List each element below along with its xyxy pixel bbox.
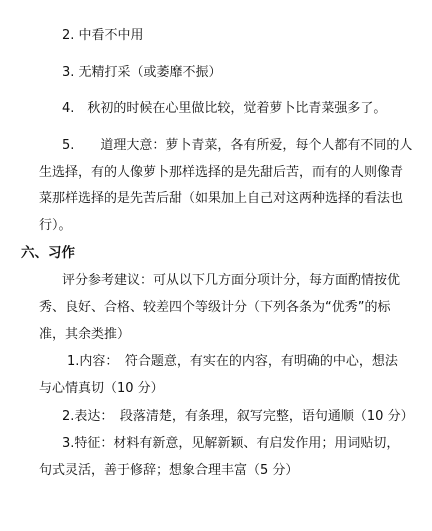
criterion-content-line-2: 与心情真切（10 分）: [39, 381, 164, 396]
answer-item-5-line-2: 生选择，有的人像萝卜那样选择的是先甜后苦，而有的人则像青: [39, 165, 404, 180]
scoring-intro-line-2: 秀、良好、合格、较差四个等级计分（下列各条为“优秀”的标: [39, 300, 391, 315]
criterion-features-line-1: 3.特征：材料有新意，见解新颖、有启发作用；用词贴切，: [62, 436, 400, 451]
scoring-intro-line-1: 评分参考建议：可从以下几方面分项计分，每方面酌情按优: [62, 273, 401, 288]
answer-item-3: 3. 无精打采（或萎靡不振）: [62, 65, 222, 80]
answer-item-5-line-3: 菜那样选择的是先苦后甜（如果加上自己对这两种选择的看法也: [39, 191, 404, 206]
criterion-features-line-2: 句式灵活，善于修辞；想象合理丰富（5 分）: [39, 463, 299, 478]
answer-item-4: 4. 秋初的时候在心里做比较，觉着萝卜比青菜强多了。: [62, 101, 387, 116]
criterion-expression-line-1: 2.表达： 段落清楚，有条理，叙写完整，语句通顺（10 分）: [62, 409, 414, 424]
answer-item-2: 2. 中看不中用: [62, 28, 144, 43]
answer-item-5-line-4: 行）。: [39, 218, 72, 233]
scoring-intro-line-3: 准，其余类推）: [39, 327, 131, 342]
criterion-content-line-1: 1.内容： 符合题意，有实在的内容，有明确的中心，想法: [67, 354, 398, 369]
section-6-heading: 六、习作: [21, 245, 75, 261]
answer-item-5-line-1: 5. 道理大意：萝卜青菜，各有所爱，每个人都有不同的人: [62, 138, 413, 153]
